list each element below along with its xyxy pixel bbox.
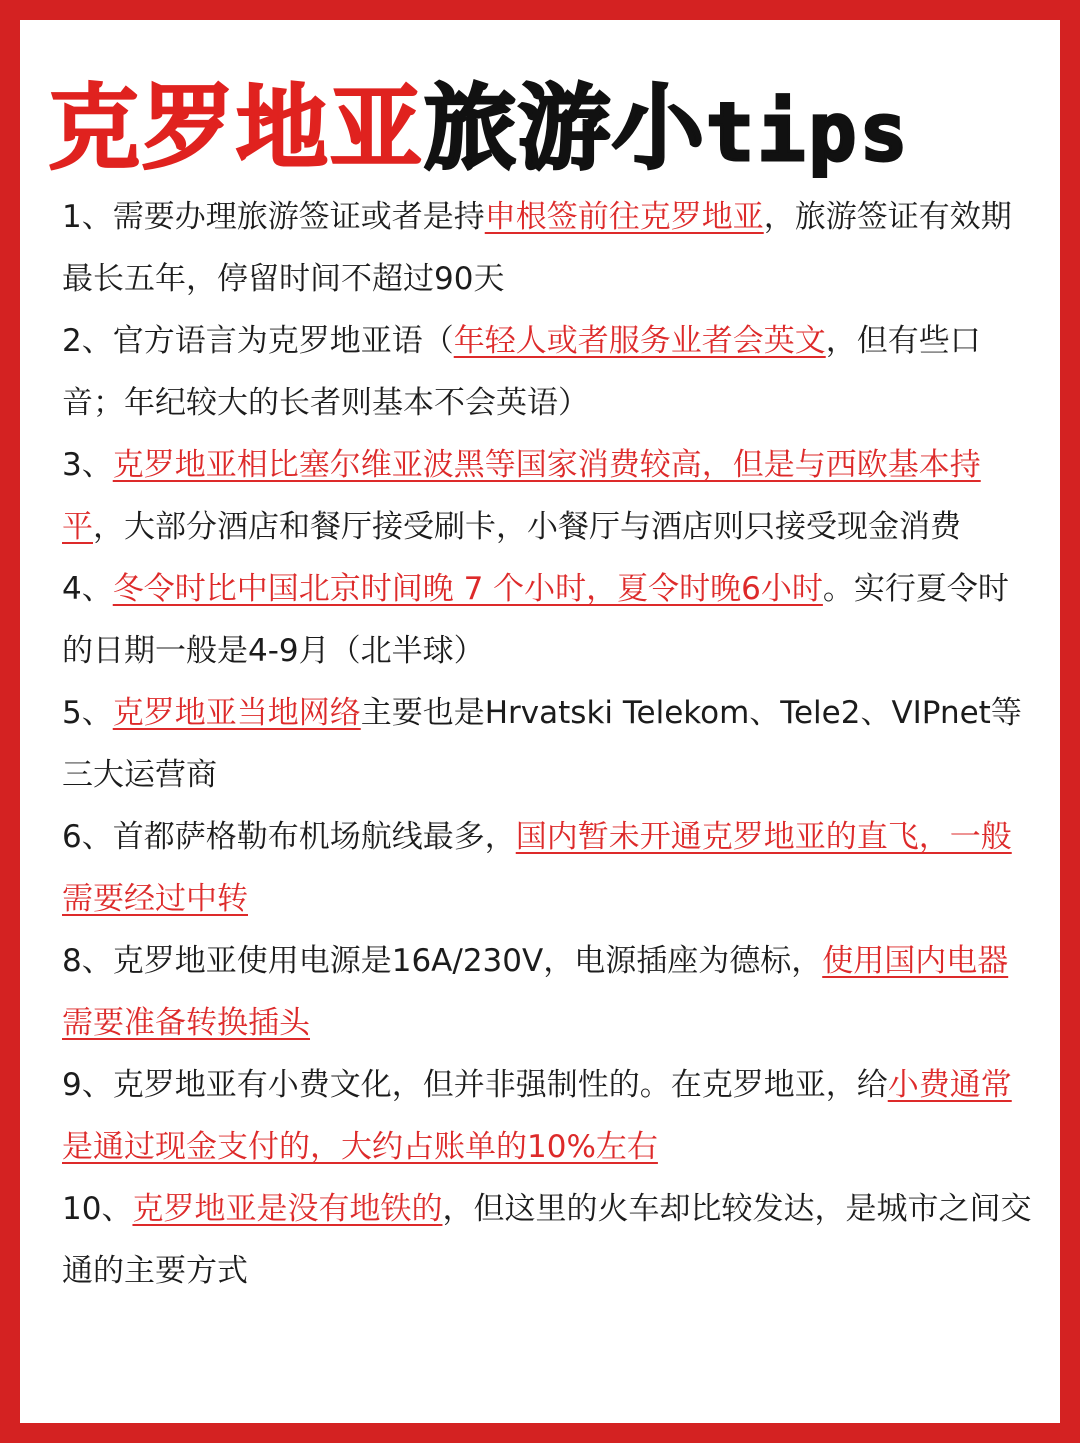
tip-text: ，旅游签证有效期最长五年，停留时间不超过90天 (62, 199, 1012, 297)
page-title (48, 64, 1058, 194)
highlighted-text: 国内暂未开通克罗地亚的直飞，一般需要经过中转 (62, 819, 1012, 917)
tip-text: 主要也是Hrvatski Telekom、Tele2、VIPnet等三大运营商 (62, 695, 1022, 793)
tip-item (62, 434, 1032, 558)
highlighted-text: 克罗地亚相比塞尔维亚波黑等国家消费较高，但是与西欧基本持平 (62, 447, 981, 545)
title-tips: tips (706, 86, 911, 179)
tip-text: 6、首都萨格勒布机场航线最多， (62, 819, 516, 855)
tip-text: 9、克罗地亚有小费文化，但并非强制性的。在克罗地亚，给 (62, 1067, 888, 1103)
tips-list (62, 186, 1032, 1302)
tips-card (20, 20, 1060, 1423)
title-travel: 旅游小 (424, 75, 707, 182)
highlighted-text: 申根签前往克罗地亚 (484, 199, 764, 235)
tip-item (62, 1054, 1032, 1178)
tip-text: 4、 (62, 571, 113, 607)
tip-item (62, 558, 1032, 682)
tip-item (62, 310, 1032, 434)
highlighted-text: 使用国内电器需要准备转换插头 (62, 943, 1009, 1041)
tip-item (62, 186, 1032, 310)
tip-item (62, 930, 1032, 1054)
tip-item (62, 1178, 1032, 1302)
tip-text: 2、官方语言为克罗地亚语（ (62, 323, 454, 359)
tip-text: ，大部分酒店和餐厅接受刷卡，小餐厅与酒店则只接受现金消费 (93, 509, 961, 545)
title-country: 克罗地亚 (48, 75, 425, 182)
tip-text: 。实行夏令时的日期一般是4-9月（北半球） (62, 571, 1009, 669)
tip-text: ，但有些口音；年纪较大的长者则基本不会英语） (62, 323, 981, 421)
tip-item (62, 682, 1032, 806)
tip-text: 1、需要办理旅游签证或者是持 (62, 199, 485, 235)
tip-text: 8、克罗地亚使用电源是16A/230V，电源插座为德标， (62, 943, 823, 979)
tip-item (62, 806, 1032, 930)
tip-text: 5、 (62, 695, 113, 731)
highlighted-text: 年轻人或者服务业者会英文 (453, 323, 826, 359)
tip-text: ，但这里的火车却比较发达，是城市之间交通的主要方式 (62, 1191, 1032, 1289)
tip-text: 10、 (62, 1191, 133, 1227)
highlighted-text: 小费通常是通过现金支付的，大约占账单的10%左右 (62, 1067, 1012, 1165)
highlighted-text: 冬令时比中国北京时间晚 7 个小时，夏令时晚6小时 (112, 571, 823, 607)
highlighted-text: 克罗地亚是没有地铁的 (132, 1191, 443, 1227)
highlighted-text: 克罗地亚当地网络 (112, 695, 361, 731)
tip-text: 3、 (62, 447, 113, 483)
